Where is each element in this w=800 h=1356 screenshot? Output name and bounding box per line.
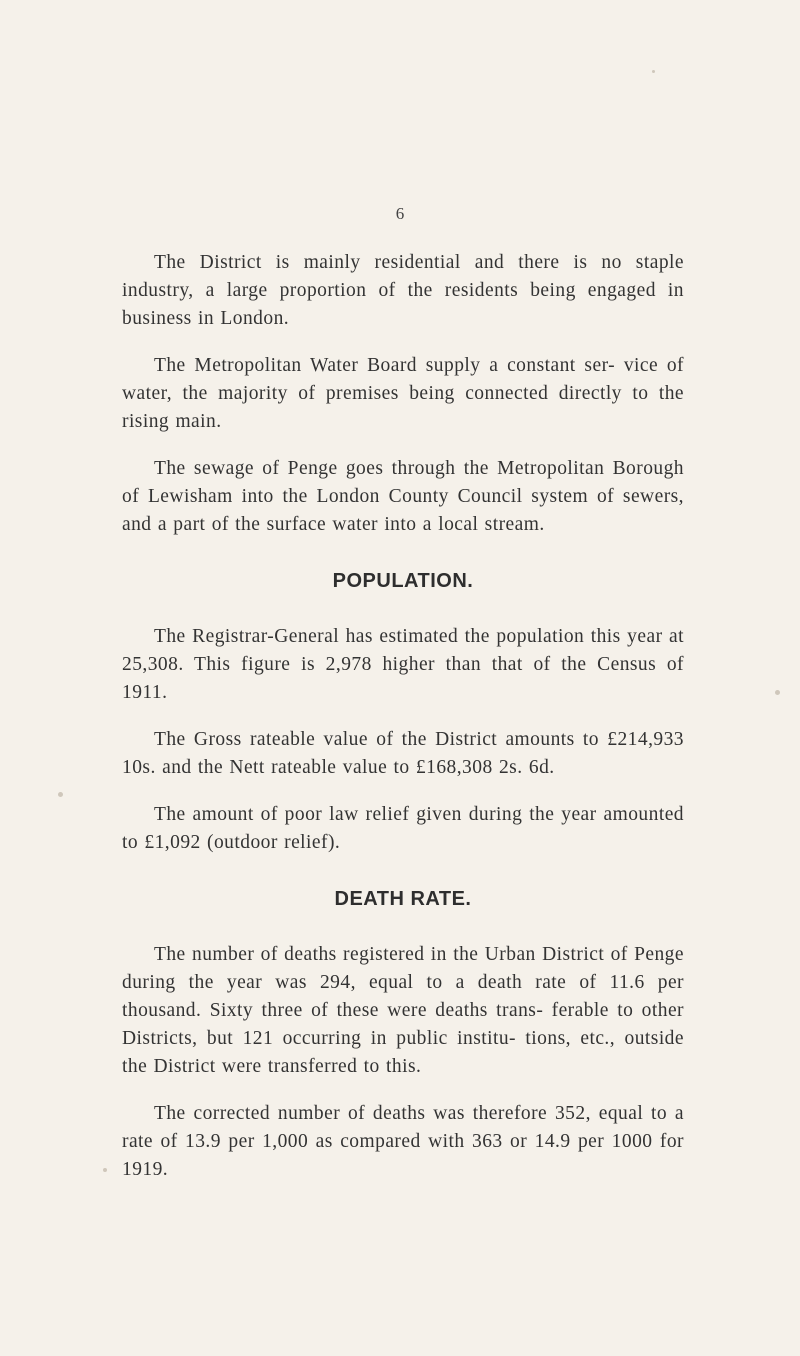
paragraph-poor-law-relief: The amount of poor law relief given during the year amounted to £1,092 (outdoor relief). xyxy=(122,804,684,853)
intro-section xyxy=(122,249,684,539)
page-number: 6 xyxy=(395,204,405,223)
paragraph-corrected-deaths: The corrected number of deaths was therefore 352, equal to a rate of 13.9 per 1,000 as compared with 363 or 14.9 per 1000 for 1919. xyxy=(122,1103,684,1180)
paper-speck xyxy=(775,690,780,695)
paper-speck xyxy=(103,1168,107,1172)
death-rate-section xyxy=(122,888,684,1184)
population-section xyxy=(122,570,684,857)
paragraph-deaths-registered: The number of deaths registered in the Urban District of Penge during the year was 294, equal to a death rate of 11.6 per thousand. Sixty three of these were deaths trans- ferable to other Districts, but 121 occurring in public institu- tions, etc., outside the District were transferred to this. xyxy=(122,944,684,1077)
paper-speck xyxy=(652,70,655,73)
paragraph-population-estimate: The Registrar-General has estimated the population this year at 25,308. This figure is 2,978 higher than that of the Census of 1911. xyxy=(122,626,684,703)
paragraph-rateable-value: The Gross rateable value of the District amounts to £214,933 10s. and the Nett rateable value to £168,308 2s. 6d. xyxy=(122,729,684,778)
paragraph-residential: The District is mainly residential and there is no staple industry, a large proportion of the residents being engaged in business in London. xyxy=(122,252,684,329)
paper-speck xyxy=(58,792,63,797)
death-rate-heading: DEATH RATE. xyxy=(334,888,472,910)
population-heading: POPULATION. xyxy=(332,570,474,592)
page-content xyxy=(122,249,684,1184)
paragraph-water-supply: The Metropolitan Water Board supply a constant ser- vice of water, the majority of premises being connected directly to the rising main. xyxy=(122,355,684,432)
paragraph-sewage: The sewage of Penge goes through the Metropolitan Borough of Lewisham into the London County Council system of sewers, and a part of the surface water into a local stream. xyxy=(122,458,684,535)
